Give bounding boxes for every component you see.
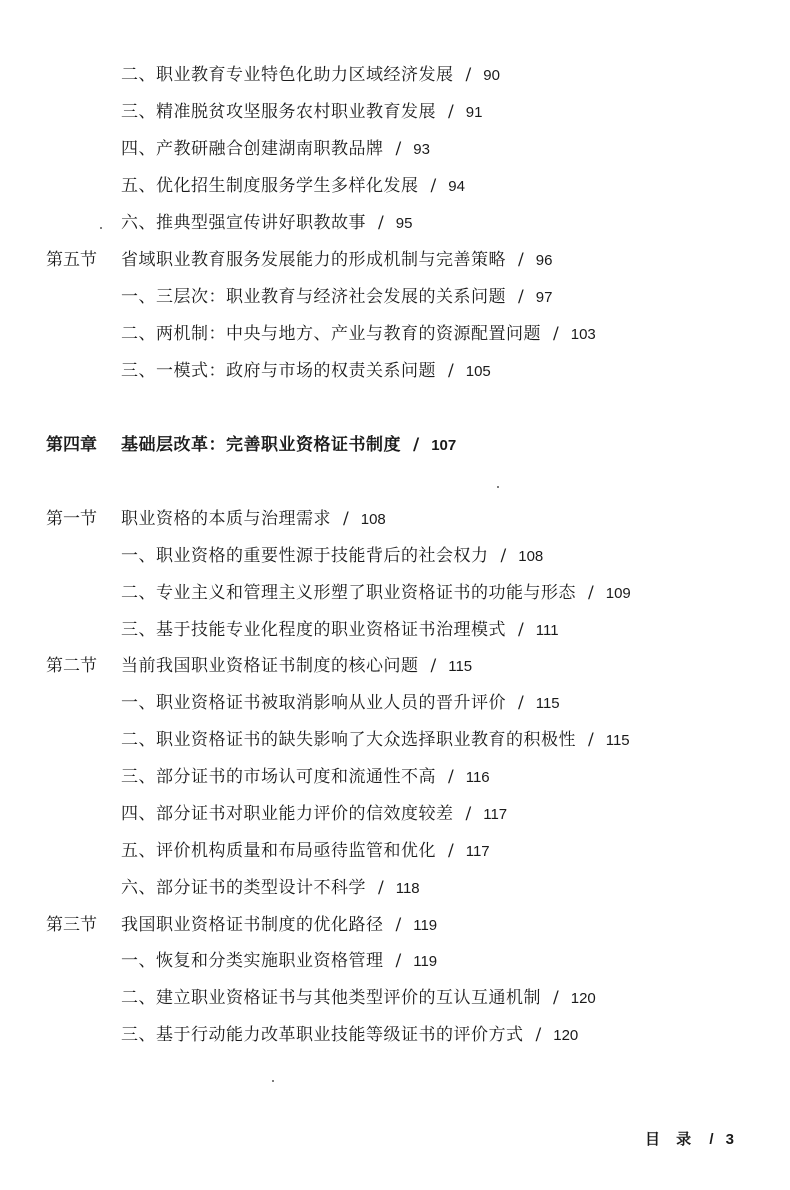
toc-entry-title: 四、部分证书对职业能力评价的信效度较差 [121, 804, 454, 824]
toc-section-entry [46, 249, 552, 272]
toc-subsection-entry [121, 582, 631, 605]
toc-entry-page-number: 119 [413, 917, 438, 934]
toc-entry-title: 六、部分证书的类型设计不科学 [121, 878, 366, 898]
toc-subsection-entry [121, 1024, 578, 1047]
toc-entry-title: 五、优化招生制度服务学生多样化发展 [121, 176, 419, 196]
toc-entry-title: 一、职业资格的重要性源于技能背后的社会权力 [121, 546, 489, 566]
toc-entry-title: 二、专业主义和管理主义形塑了职业资格证书的功能与形态 [121, 583, 576, 603]
toc-entry-page-number: 108 [360, 511, 386, 528]
toc-entry-label: 第五节 [46, 250, 97, 270]
toc-section-entry [46, 508, 386, 531]
footer-separator: / [709, 1131, 714, 1148]
toc-entry-separator: / [448, 767, 454, 787]
toc-entry-page-number: 93 [413, 141, 430, 158]
toc-entry-separator: / [413, 435, 420, 455]
toc-entry-page-number: 115 [535, 695, 560, 712]
scan-speck [100, 227, 102, 229]
toc-entry-separator: / [588, 730, 594, 750]
toc-entry-page-number: 117 [465, 843, 490, 860]
toc-entry-label: 第三节 [46, 915, 97, 935]
toc-entry-separator: / [553, 324, 559, 344]
toc-entry-page-number: 91 [465, 104, 483, 121]
toc-entry-page-number: 115 [605, 732, 630, 749]
toc-entry-page-number: 97 [535, 289, 553, 306]
toc-subsection-entry [121, 729, 630, 752]
toc-subsection-entry [121, 360, 491, 383]
scan-speck [272, 1080, 274, 1082]
toc-entry-page-number: 108 [518, 548, 544, 565]
toc-subsection-entry [121, 138, 430, 161]
toc-entry-title: 二、建立职业资格证书与其他类型评价的互认互通机制 [121, 988, 541, 1008]
toc-entry-page-number: 94 [448, 178, 465, 195]
toc-entry-label: 第二节 [46, 656, 97, 676]
toc-subsection-entry [121, 692, 560, 715]
toc-entry-separator: / [343, 509, 349, 529]
toc-subsection-entry [121, 175, 465, 198]
toc-entry-separator: / [465, 804, 472, 824]
toc-entry-page-number: 120 [553, 1027, 579, 1044]
toc-chapter-entry [46, 434, 456, 457]
toc-entry-separator: / [395, 951, 402, 971]
toc-entry-title: 基础层改革：完善职业资格证书制度 [121, 435, 401, 455]
toc-entry-title: 五、评价机构质量和布局亟待监管和优化 [121, 841, 436, 861]
toc-entry-page-number: 105 [465, 363, 491, 380]
toc-subsection-entry [121, 545, 543, 568]
toc-entry-separator: / [588, 583, 594, 603]
toc-entry-label: 第四章 [46, 435, 97, 455]
toc-entry-title: 一、职业资格证书被取消影响从业人员的晋升评价 [121, 693, 506, 713]
toc-subsection-entry [121, 101, 482, 124]
toc-entry-separator: / [448, 361, 454, 381]
toc-entry-separator: / [518, 693, 524, 713]
toc-entry-separator: / [500, 546, 507, 566]
toc-entry-separator: / [448, 102, 454, 122]
toc-entry-title: 二、职业资格证书的缺失影响了大众选择职业教育的积极性 [121, 730, 576, 750]
toc-entry-separator: / [378, 213, 384, 233]
toc-entry-page-number: 107 [431, 437, 457, 454]
toc-subsection-entry [121, 619, 559, 642]
toc-entry-separator: / [518, 250, 524, 270]
toc-entry-title: 三、一模式：政府与市场的权责关系问题 [121, 361, 436, 381]
toc-entry-page-number: 111 [535, 622, 559, 639]
toc-subsection-entry [121, 212, 412, 235]
toc-entry-separator: / [378, 878, 384, 898]
toc-subsection-entry [121, 987, 596, 1010]
toc-entry-page-number: 119 [413, 953, 438, 970]
toc-section-entry [46, 655, 472, 678]
toc-entry-title: 一、三层次：职业教育与经济社会发展的关系问题 [121, 287, 506, 307]
toc-entry-label: 第一节 [46, 509, 97, 529]
page-footer [645, 1128, 734, 1149]
toc-entry-title: 四、产教研融合创建湖南职教品牌 [121, 139, 384, 159]
toc-entry-page-number: 115 [448, 658, 473, 675]
toc-entry-title: 三、精准脱贫攻坚服务农村职业教育发展 [121, 102, 436, 122]
toc-entry-page-number: 109 [605, 585, 631, 602]
toc-subsection-entry [121, 840, 490, 863]
toc-subsection-entry [121, 877, 420, 900]
toc-entry-separator: / [465, 65, 472, 85]
toc-entry-page-number: 120 [570, 990, 596, 1007]
toc-entry-page-number: 118 [395, 880, 420, 897]
toc-entry-page-number: 117 [483, 806, 508, 823]
toc-section-entry [46, 914, 437, 937]
toc-entry-page-number: 103 [570, 326, 596, 343]
toc-entry-separator: / [430, 176, 437, 196]
toc-entry-separator: / [553, 988, 559, 1008]
toc-subsection-entry [121, 803, 507, 826]
toc-entry-title: 我国职业资格证书制度的优化路径 [121, 915, 384, 935]
toc-entry-separator: / [430, 656, 437, 676]
toc-subsection-entry [121, 766, 490, 789]
footer-section: 目 录 [644, 1131, 698, 1148]
toc-entry-title: 职业资格的本质与治理需求 [121, 509, 331, 529]
toc-entry-separator: / [448, 841, 454, 861]
toc-entry-title: 三、基于技能专业化程度的职业资格证书治理模式 [121, 620, 506, 640]
scan-speck [497, 486, 499, 488]
toc-entry-title: 省域职业教育服务发展能力的形成机制与完善策略 [121, 250, 506, 270]
toc-entry-separator: / [518, 287, 524, 307]
toc-subsection-entry [121, 286, 552, 309]
toc-subsection-entry [121, 950, 437, 973]
toc-entry-page-number: 96 [535, 252, 553, 269]
toc-entry-page-number: 95 [395, 215, 413, 232]
toc-entry-page-number: 116 [465, 769, 490, 786]
toc-entry-title: 六、推典型强宣传讲好职教故事 [121, 213, 366, 233]
toc-entry-title: 三、基于行动能力改革职业技能等级证书的评价方式 [121, 1025, 524, 1045]
footer-page-number: 3 [725, 1131, 734, 1148]
toc-entry-separator: / [518, 620, 524, 640]
toc-entry-separator: / [535, 1025, 542, 1045]
toc-entry-title: 二、职业教育专业特色化助力区域经济发展 [121, 65, 454, 85]
toc-entry-title: 三、部分证书的市场认可度和流通性不高 [121, 767, 436, 787]
toc-entry-title: 当前我国职业资格证书制度的核心问题 [121, 656, 419, 676]
toc-subsection-entry [121, 64, 500, 87]
toc-entry-title: 一、恢复和分类实施职业资格管理 [121, 951, 384, 971]
toc-entry-separator: / [395, 139, 402, 159]
toc-entry-separator: / [395, 915, 402, 935]
toc-entry-page-number: 90 [483, 67, 500, 84]
toc-subsection-entry [121, 323, 596, 346]
toc-entry-title: 二、两机制：中央与地方、产业与教育的资源配置问题 [121, 324, 541, 344]
